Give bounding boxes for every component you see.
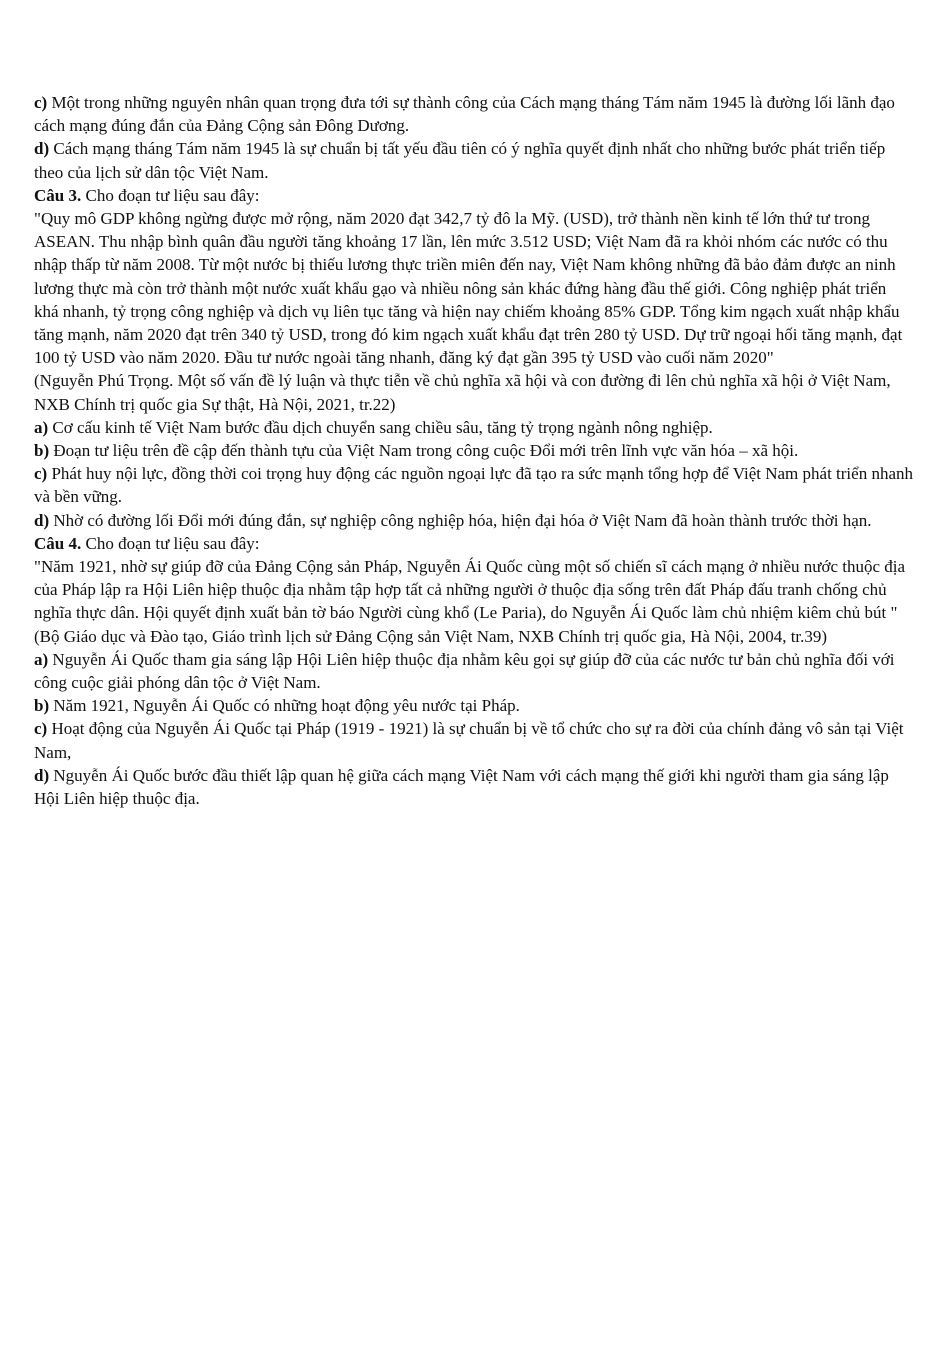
option-text: Hoạt động của Nguyễn Ái Quốc tại Pháp (1919 - 1921) là sự chuẩn bị về tổ chức cho sự ra đời của chính đảng vô sản tại Việt Nam,	[34, 719, 904, 762]
option-text: Phát huy nội lực, đồng thời coi trọng huy động các nguồn ngoại lực đã tạo ra sức mạnh tổng hợp để Việt Nam phát triển nhanh và bền vững.	[34, 464, 913, 507]
option-label: b)	[34, 441, 50, 461]
option-label: c)	[34, 464, 48, 484]
q4-option-d	[34, 764, 914, 810]
q4-passage: "Năm 1921, nhờ sự giúp đỡ của Đảng Cộng sản Pháp, Nguyễn Ái Quốc cùng một số chiến sĩ cách mạng ở nhiều nước thuộc địa của Pháp lập ra Hội Liên hiệp thuộc địa nhằm tập hợp tất cả những người ở thuộc địa sống trên đất Pháp đấu tranh chống chủ nghĩa thực dân. Hội quyết định xuất bản tờ báo Người cùng khổ (Le Paria), do Nguyễn Ái Quốc làm chủ nhiệm kiêm chủ bút "	[34, 557, 906, 623]
option-label: c)	[34, 93, 48, 112]
q4-source: (Bộ Giáo dục và Đào tạo, Giáo trình lịch sử Đảng Cộng sản Việt Nam, NXB Chính trị quốc gia, Hà Nội, 2004, tr.39)	[34, 626, 828, 646]
option-label: d)	[34, 765, 50, 785]
option-text: Đoạn tư liệu trên đề cập đến thành tựu của Việt Nam trong công cuộc Đổi mới trên lĩnh vực văn hóa – xã hội.	[53, 441, 799, 461]
question-number: Câu 3.	[34, 185, 82, 205]
q4-heading	[34, 532, 914, 555]
document-page	[34, 91, 914, 810]
question-intro: Cho đoạn tư liệu sau đây:	[85, 533, 260, 553]
option-text: Cơ cấu kinh tế Việt Nam bước đầu dịch chuyển sang chiều sâu, tăng tỷ trọng ngành nông nghiệp.	[52, 417, 713, 437]
q2-option-d	[34, 137, 914, 183]
q3-passage: "Quy mô GDP không ngừng được mở rộng, năm 2020 đạt 342,7 tỷ đô la Mỹ. (USD), trở thành nền kinh tế lớn thứ tư trong ASEAN. Thu nhập bình quân đầu người tăng khoảng 17 lần, lên mức 3.512 USD; Việt Nam đã ra khỏi nhóm các nước có thu nhập thấp từ năm 2008. Từ một nước bị thiếu lương thực triền miên đến nay, Việt Nam không những đã bảo đảm được an ninh lương thực mà còn trở thành một nước xuất khẩu gạo và nhiều nông sản khác đứng hàng đầu thế giới. Công nghiệp phát triển khá nhanh, tỷ trọng công nghiệp và dịch vụ liên tục tăng và hiện nay chiếm khoảng 85% GDP. Tổng kim ngạch xuất nhập khẩu tăng mạnh, năm 2020 đạt trên 340 tỷ USD, trong đó kim ngạch xuất khẩu đạt trên 280 tỷ USD. Dự trữ ngoại hối tăng mạnh, đạt 100 tỷ USD vào năm 2020. Đầu tư nước ngoài tăng nhanh, đăng ký đạt gần 395 tỷ USD vào cuối năm 2020"	[34, 209, 903, 368]
q4-option-a	[34, 648, 914, 694]
q3-option-d	[34, 509, 914, 532]
q4-option-b	[34, 694, 914, 717]
q3-option-c	[34, 462, 914, 508]
q3-option-a	[34, 416, 914, 439]
option-text: Cách mạng tháng Tám năm 1945 là sự chuẩn bị tất yếu đầu tiên có ý nghĩa quyết định nhất cho những bước phát triển tiếp theo của lịch sử dân tộc Việt Nam.	[34, 139, 886, 182]
option-label: a)	[34, 649, 49, 669]
option-label: c)	[34, 719, 48, 739]
q3-source: (Nguyễn Phú Trọng. Một số vấn đề lý luận và thực tiễn về chủ nghĩa xã hội và con đường đi lên chủ nghĩa xã hội ở Việt Nam, NXB Chính trị quốc gia Sự thật, Hà Nội, 2021, tr.22)	[34, 371, 891, 414]
question-intro: Cho đoạn tư liệu sau đây:	[85, 185, 260, 205]
q3-heading	[34, 184, 914, 207]
q4-option-c	[34, 717, 914, 763]
option-text: Nguyễn Ái Quốc bước đầu thiết lập quan hệ giữa cách mạng Việt Nam với cách mạng thế giới khi người tham gia sáng lập Hội Liên hiệp thuộc địa.	[34, 765, 889, 809]
option-text: Nguyễn Ái Quốc tham gia sáng lập Hội Liên hiệp thuộc địa nhằm kêu gọi sự giúp đỡ của các nước tư bản chủ nghĩa đối với công cuộc giải phóng dân tộc ở Việt Nam.	[34, 649, 895, 693]
q3-option-b	[34, 439, 914, 462]
option-label: b)	[34, 696, 50, 716]
option-text: Nhờ có đường lối Đổi mới đúng đắn, sự nghiệp công nghiệp hóa, hiện đại hóa ở Việt Nam đã hoàn thành trước thời hạn.	[53, 510, 872, 530]
option-text: Năm 1921, Nguyễn Ái Quốc có những hoạt động yêu nước tại Pháp.	[53, 696, 520, 716]
option-text: Một trong những nguyên nhân quan trọng đưa tới sự thành công của Cách mạng tháng Tám năm 1945 là đường lối lãnh đạo cách mạng đúng đắn của Đảng Cộng sản Đông Dương.	[34, 93, 895, 136]
q2-option-c	[34, 91, 914, 137]
question-number: Câu 4.	[34, 533, 82, 553]
option-label: d)	[34, 139, 50, 159]
option-label: d)	[34, 510, 50, 530]
option-label: a)	[34, 417, 49, 437]
